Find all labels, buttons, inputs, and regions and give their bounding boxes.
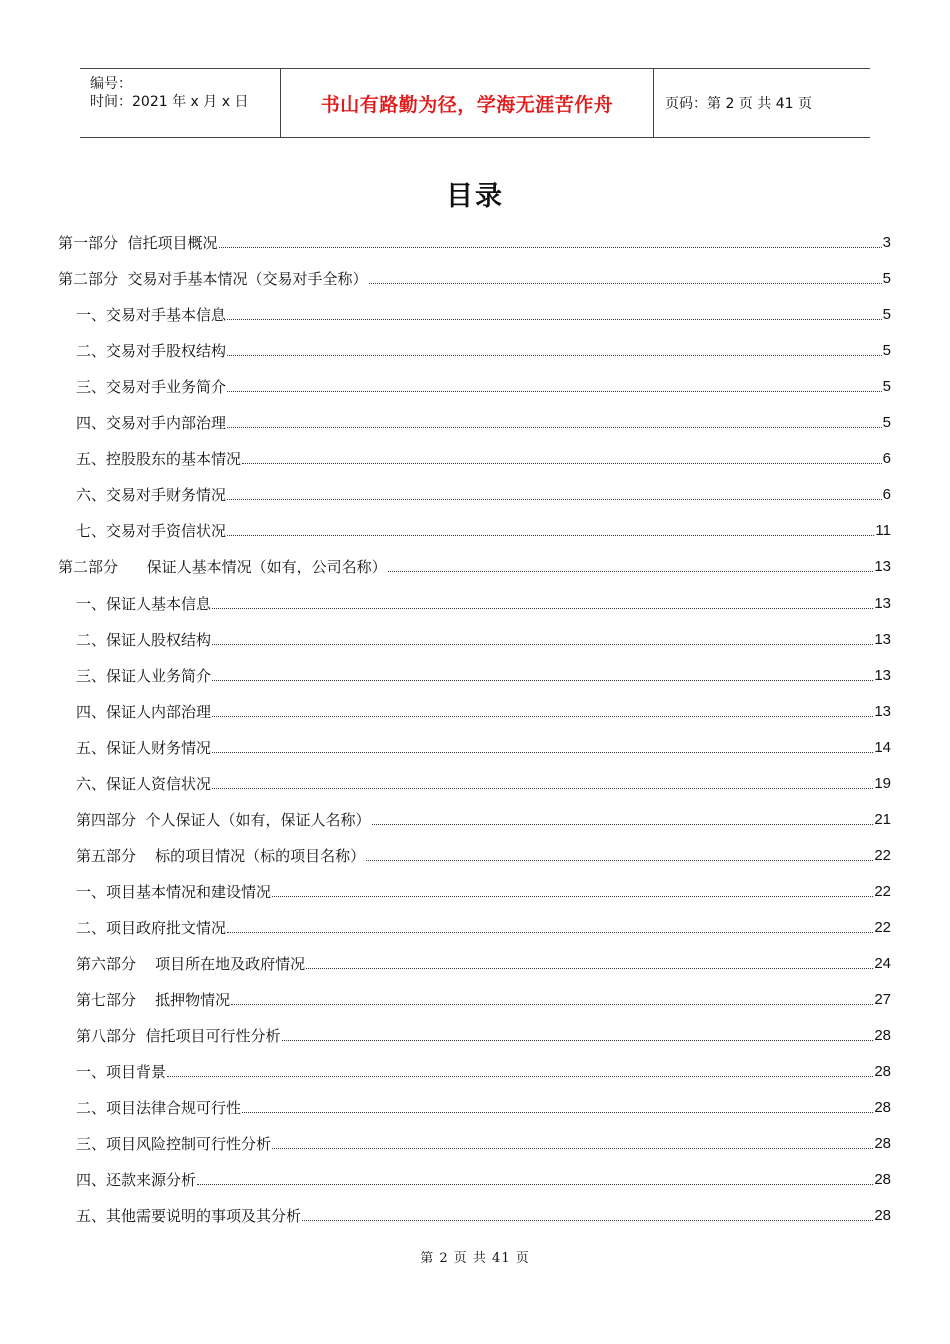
toc-page-number: 13	[874, 702, 891, 720]
toc-dot-leader	[366, 859, 873, 861]
toc-page-number: 5	[882, 342, 891, 360]
toc-page-number: 6	[882, 486, 891, 504]
toc-entry-title: 七、交易对手资信状况	[76, 522, 227, 541]
toc-entry[interactable]	[76, 361, 891, 397]
header-motto: 书山有路勤为径，学海无涯苦作舟	[281, 69, 654, 137]
toc-entry[interactable]	[76, 794, 891, 830]
toc-entry[interactable]	[76, 722, 891, 758]
toc-entry-title: 二、项目政府批文情况	[76, 918, 227, 937]
toc-page-number: 28	[874, 1207, 891, 1225]
toc-entry-title: 第六部分 项目所在地及政府情况	[76, 955, 306, 973]
toc-page-number: 24	[874, 955, 891, 972]
toc-page-number: 28	[874, 1027, 891, 1045]
toc-dot-leader	[227, 390, 882, 392]
toc-entry[interactable]	[76, 902, 891, 938]
toc-entry[interactable]	[76, 938, 891, 974]
toc-entry[interactable]	[76, 1190, 891, 1226]
toc-page-number: 19	[874, 774, 891, 792]
toc-dot-leader	[219, 246, 882, 248]
toc-page-number: 13	[874, 594, 891, 612]
toc-entry[interactable]	[76, 578, 891, 614]
document-number-label: 编号：	[90, 76, 132, 92]
toc-page-number: 27	[874, 991, 891, 1009]
toc-entry[interactable]	[76, 1154, 891, 1190]
header-meta-cell	[80, 69, 281, 137]
header-page-info: 页码：第 2 页 共 41 页	[665, 96, 812, 112]
toc-dot-leader	[231, 1003, 873, 1005]
toc-dot-leader	[369, 282, 882, 284]
toc-entry-title: 四、还款来源分析	[76, 1171, 197, 1190]
toc-dot-leader	[388, 570, 874, 572]
toc-dot-leader	[242, 1111, 873, 1113]
toc-page-number: 22	[874, 846, 891, 864]
toc-page-number: 28	[874, 1171, 891, 1189]
toc-entry-title: 六、交易对手财务情况	[76, 486, 227, 505]
toc-entry[interactable]	[76, 1046, 891, 1082]
toc-entry-title: 第二部分 交易对手基本情况（交易对手全称）	[58, 270, 368, 289]
toc-entry-title: 一、项目背景	[76, 1063, 167, 1082]
toc-entry-title: 二、交易对手股权结构	[76, 342, 227, 361]
toc-page-number: 13	[874, 666, 891, 684]
toc-entry[interactable]	[76, 1082, 891, 1118]
page-footer: 第 2 页 共 41 页	[420, 1251, 530, 1266]
toc-page-number: 6	[882, 450, 891, 468]
toc-entry[interactable]	[76, 289, 891, 325]
toc-entry-title: 第七部分 抵押物情况	[76, 991, 231, 1010]
toc-entry[interactable]	[76, 397, 891, 433]
toc-dot-leader	[212, 643, 873, 645]
toc-entry[interactable]	[76, 686, 891, 722]
toc-dot-leader	[227, 354, 882, 356]
toc-entry-title: 三、交易对手业务简介	[76, 378, 227, 397]
toc-dot-leader	[227, 426, 882, 428]
toc-entry[interactable]	[76, 505, 891, 541]
toc-entry[interactable]	[58, 253, 891, 289]
toc-page-number: 28	[874, 1135, 891, 1153]
toc-page-number: 5	[882, 378, 891, 396]
toc-entry-title: 二、保证人股权结构	[76, 630, 212, 649]
toc-page-number: 14	[874, 738, 891, 756]
toc-dot-leader	[212, 679, 873, 681]
toc-page-number: 3	[882, 234, 891, 251]
toc-page-number: 11	[875, 522, 891, 540]
toc-dot-leader	[272, 1147, 873, 1149]
toc-dot-leader	[372, 823, 874, 825]
toc-dot-leader	[227, 498, 882, 500]
toc-entry-title: 二、项目法律合规可行性	[76, 1099, 242, 1118]
toc-entry-title: 一、保证人基本信息	[76, 594, 212, 613]
toc-page-number: 13	[874, 558, 891, 576]
toc-page-number: 13	[874, 630, 891, 648]
toc-page-number: 28	[874, 1063, 891, 1081]
toc-title: 目录	[446, 181, 504, 212]
toc-entry[interactable]	[76, 974, 891, 1010]
toc-page-number: 22	[874, 882, 891, 900]
toc-dot-leader	[227, 931, 873, 933]
toc-page-number: 22	[874, 918, 891, 936]
toc-entry-title: 一、交易对手基本信息	[76, 306, 227, 325]
toc-dot-leader	[212, 607, 873, 609]
toc-entry[interactable]	[76, 469, 891, 505]
toc-entry-title: 五、控股股东的基本情况	[76, 450, 242, 469]
toc-entry-title: 一、项目基本情况和建设情况	[76, 882, 272, 901]
toc-page-number: 5	[882, 414, 891, 432]
toc-entry-title: 第八部分 信托项目可行性分析	[76, 1027, 281, 1046]
toc-entry-title: 五、保证人财务情况	[76, 738, 212, 757]
toc-dot-leader	[227, 534, 874, 536]
toc-dot-leader	[306, 967, 873, 969]
toc-entry-title: 第四部分 个人保证人（如有，保证人名称）	[76, 810, 371, 829]
toc-entry[interactable]	[76, 325, 891, 361]
toc-entry-title: 五、其他需要说明的事项及其分析	[76, 1207, 302, 1226]
toc-entry-title: 第一部分 信托项目概况	[58, 234, 218, 252]
toc-dot-leader	[197, 1183, 873, 1185]
toc-entry[interactable]	[76, 614, 891, 650]
toc-dot-leader	[167, 1075, 873, 1077]
toc-entry-title: 三、项目风险控制可行性分析	[76, 1135, 272, 1154]
toc-entry[interactable]	[76, 1118, 891, 1154]
toc-entry-title: 六、保证人资信状况	[76, 774, 212, 793]
toc-entry[interactable]	[76, 758, 891, 794]
toc-entry[interactable]	[76, 433, 891, 469]
page-header	[80, 68, 870, 138]
toc-entry[interactable]	[58, 541, 891, 577]
toc-entry[interactable]	[76, 866, 891, 902]
toc-dot-leader	[272, 895, 873, 897]
toc-dot-leader	[302, 1219, 873, 1221]
toc-dot-leader	[212, 787, 873, 789]
toc-dot-leader	[212, 751, 873, 753]
toc-entry-title: 第二部分 保证人基本情况（如有，公司名称）	[58, 558, 387, 577]
toc-dot-leader	[242, 462, 882, 464]
document-date-label: 时间：2021 年 x 月 x 日	[90, 94, 249, 110]
toc-entry[interactable]	[58, 217, 891, 253]
toc-entry[interactable]	[76, 1010, 891, 1046]
toc-entry[interactable]	[76, 830, 891, 866]
toc-page-number: 5	[882, 306, 891, 324]
toc-entry-title: 三、保证人业务简介	[76, 666, 212, 685]
toc-dot-leader	[227, 318, 882, 320]
toc-dot-leader	[212, 715, 873, 717]
toc-entry-title: 四、交易对手内部治理	[76, 414, 227, 433]
toc-dot-leader	[282, 1039, 874, 1041]
toc-entry-title: 第五部分 标的项目情况（标的项目名称）	[76, 846, 366, 865]
toc-page-number: 28	[874, 1099, 891, 1117]
toc-entry[interactable]	[76, 650, 891, 686]
toc-page-number: 5	[882, 270, 891, 288]
toc-page-number: 21	[874, 810, 891, 828]
toc-entry-title: 四、保证人内部治理	[76, 702, 212, 721]
